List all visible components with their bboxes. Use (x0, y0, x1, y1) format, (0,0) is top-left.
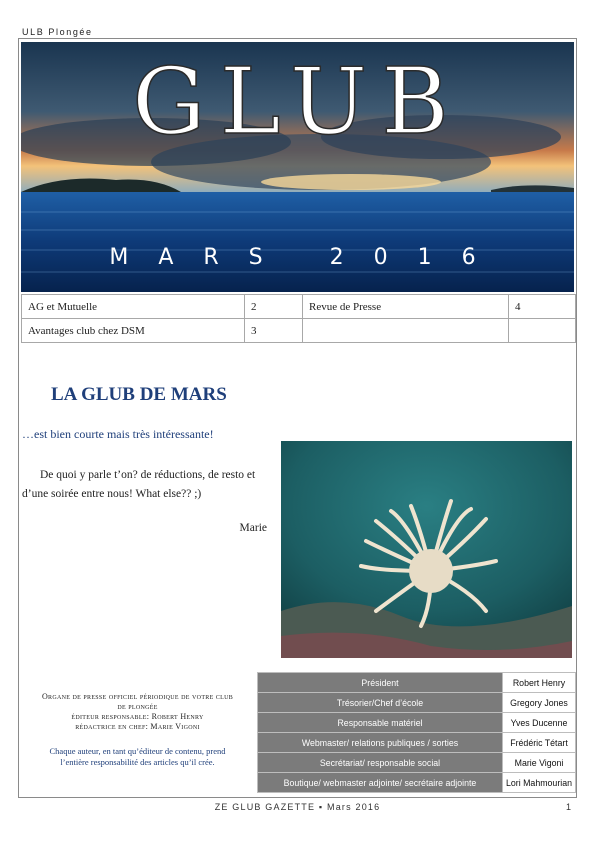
committee-name: Frédéric Tétart (503, 733, 576, 753)
committee-name: Yves Ducenne (503, 713, 576, 733)
article-body: De quoi y parle t’on? de réductions, de resto et d’une soirée entre nous! What else?? ;) (22, 469, 256, 500)
page-number: 1 (566, 802, 572, 812)
committee-name: Lori Mahmourian (503, 773, 576, 793)
club-header: ULB Plongée (22, 27, 93, 37)
article-lede: …est bien courte mais très intéressante! (22, 427, 214, 441)
committee-role: Webmaster/ relations publiques / sorties (258, 733, 503, 753)
toc-entry-title: AG et Mutuelle (22, 295, 245, 319)
author-disclaimer: Chaque auteur, en tant qu’éditeur de contenu, prend l’entière responsabilité des articles qu’il crée. (49, 746, 226, 767)
committee-row (258, 713, 576, 733)
toc-entry-page (509, 319, 576, 343)
article-title: LA GLUB DE MARS (51, 384, 227, 405)
committee-role: Boutique/ webmaster adjointe/ secrétaire adjointe (258, 773, 503, 793)
committee-name: Gregory Jones (503, 693, 576, 713)
toc-entry-title: Revue de Presse (303, 295, 509, 319)
toc-entry-page: 3 (245, 319, 303, 343)
sea-anemone-photo (281, 441, 572, 658)
toc-row (22, 295, 576, 319)
toc-entry-title (303, 319, 509, 343)
committee-row (258, 753, 576, 773)
article-signature: Marie (239, 522, 267, 534)
committee-table (257, 672, 576, 793)
committee-row (258, 693, 576, 713)
committee-role: Trésorier/Chef d’école (258, 693, 503, 713)
underwater-illustration (281, 441, 572, 658)
imprint-publisher: éditeur responsable: Robert Henry (71, 712, 204, 721)
committee-role: Président (258, 673, 503, 693)
table-of-contents (21, 294, 576, 343)
committee-row (258, 733, 576, 753)
imprint-editor: rédactrice en chef: Marie Vigoni (75, 722, 200, 731)
toc-row (22, 319, 576, 343)
masthead-date: MARS 2016 (109, 245, 506, 270)
toc-entry-title: Avantages club chez DSM (22, 319, 245, 343)
committee-name: Marie Vigoni (503, 753, 576, 773)
publication-imprint (40, 692, 235, 732)
committee-role: Responsable matériel (258, 713, 503, 733)
committee-role: Secrétariat/ responsable social (258, 753, 503, 773)
masthead-title: GLUB (132, 48, 463, 155)
toc-entry-page: 4 (509, 295, 576, 319)
masthead-banner (21, 42, 574, 292)
committee-name: Robert Henry (503, 673, 576, 693)
committee-row (258, 673, 576, 693)
toc-entry-page: 2 (245, 295, 303, 319)
imprint-organ: Organe de presse officiel périodique de votre club de plongée (41, 692, 234, 711)
committee-row (258, 773, 576, 793)
page-footer: ZE GLUB GAZETTE ▪ Mars 2016 (214, 802, 381, 812)
